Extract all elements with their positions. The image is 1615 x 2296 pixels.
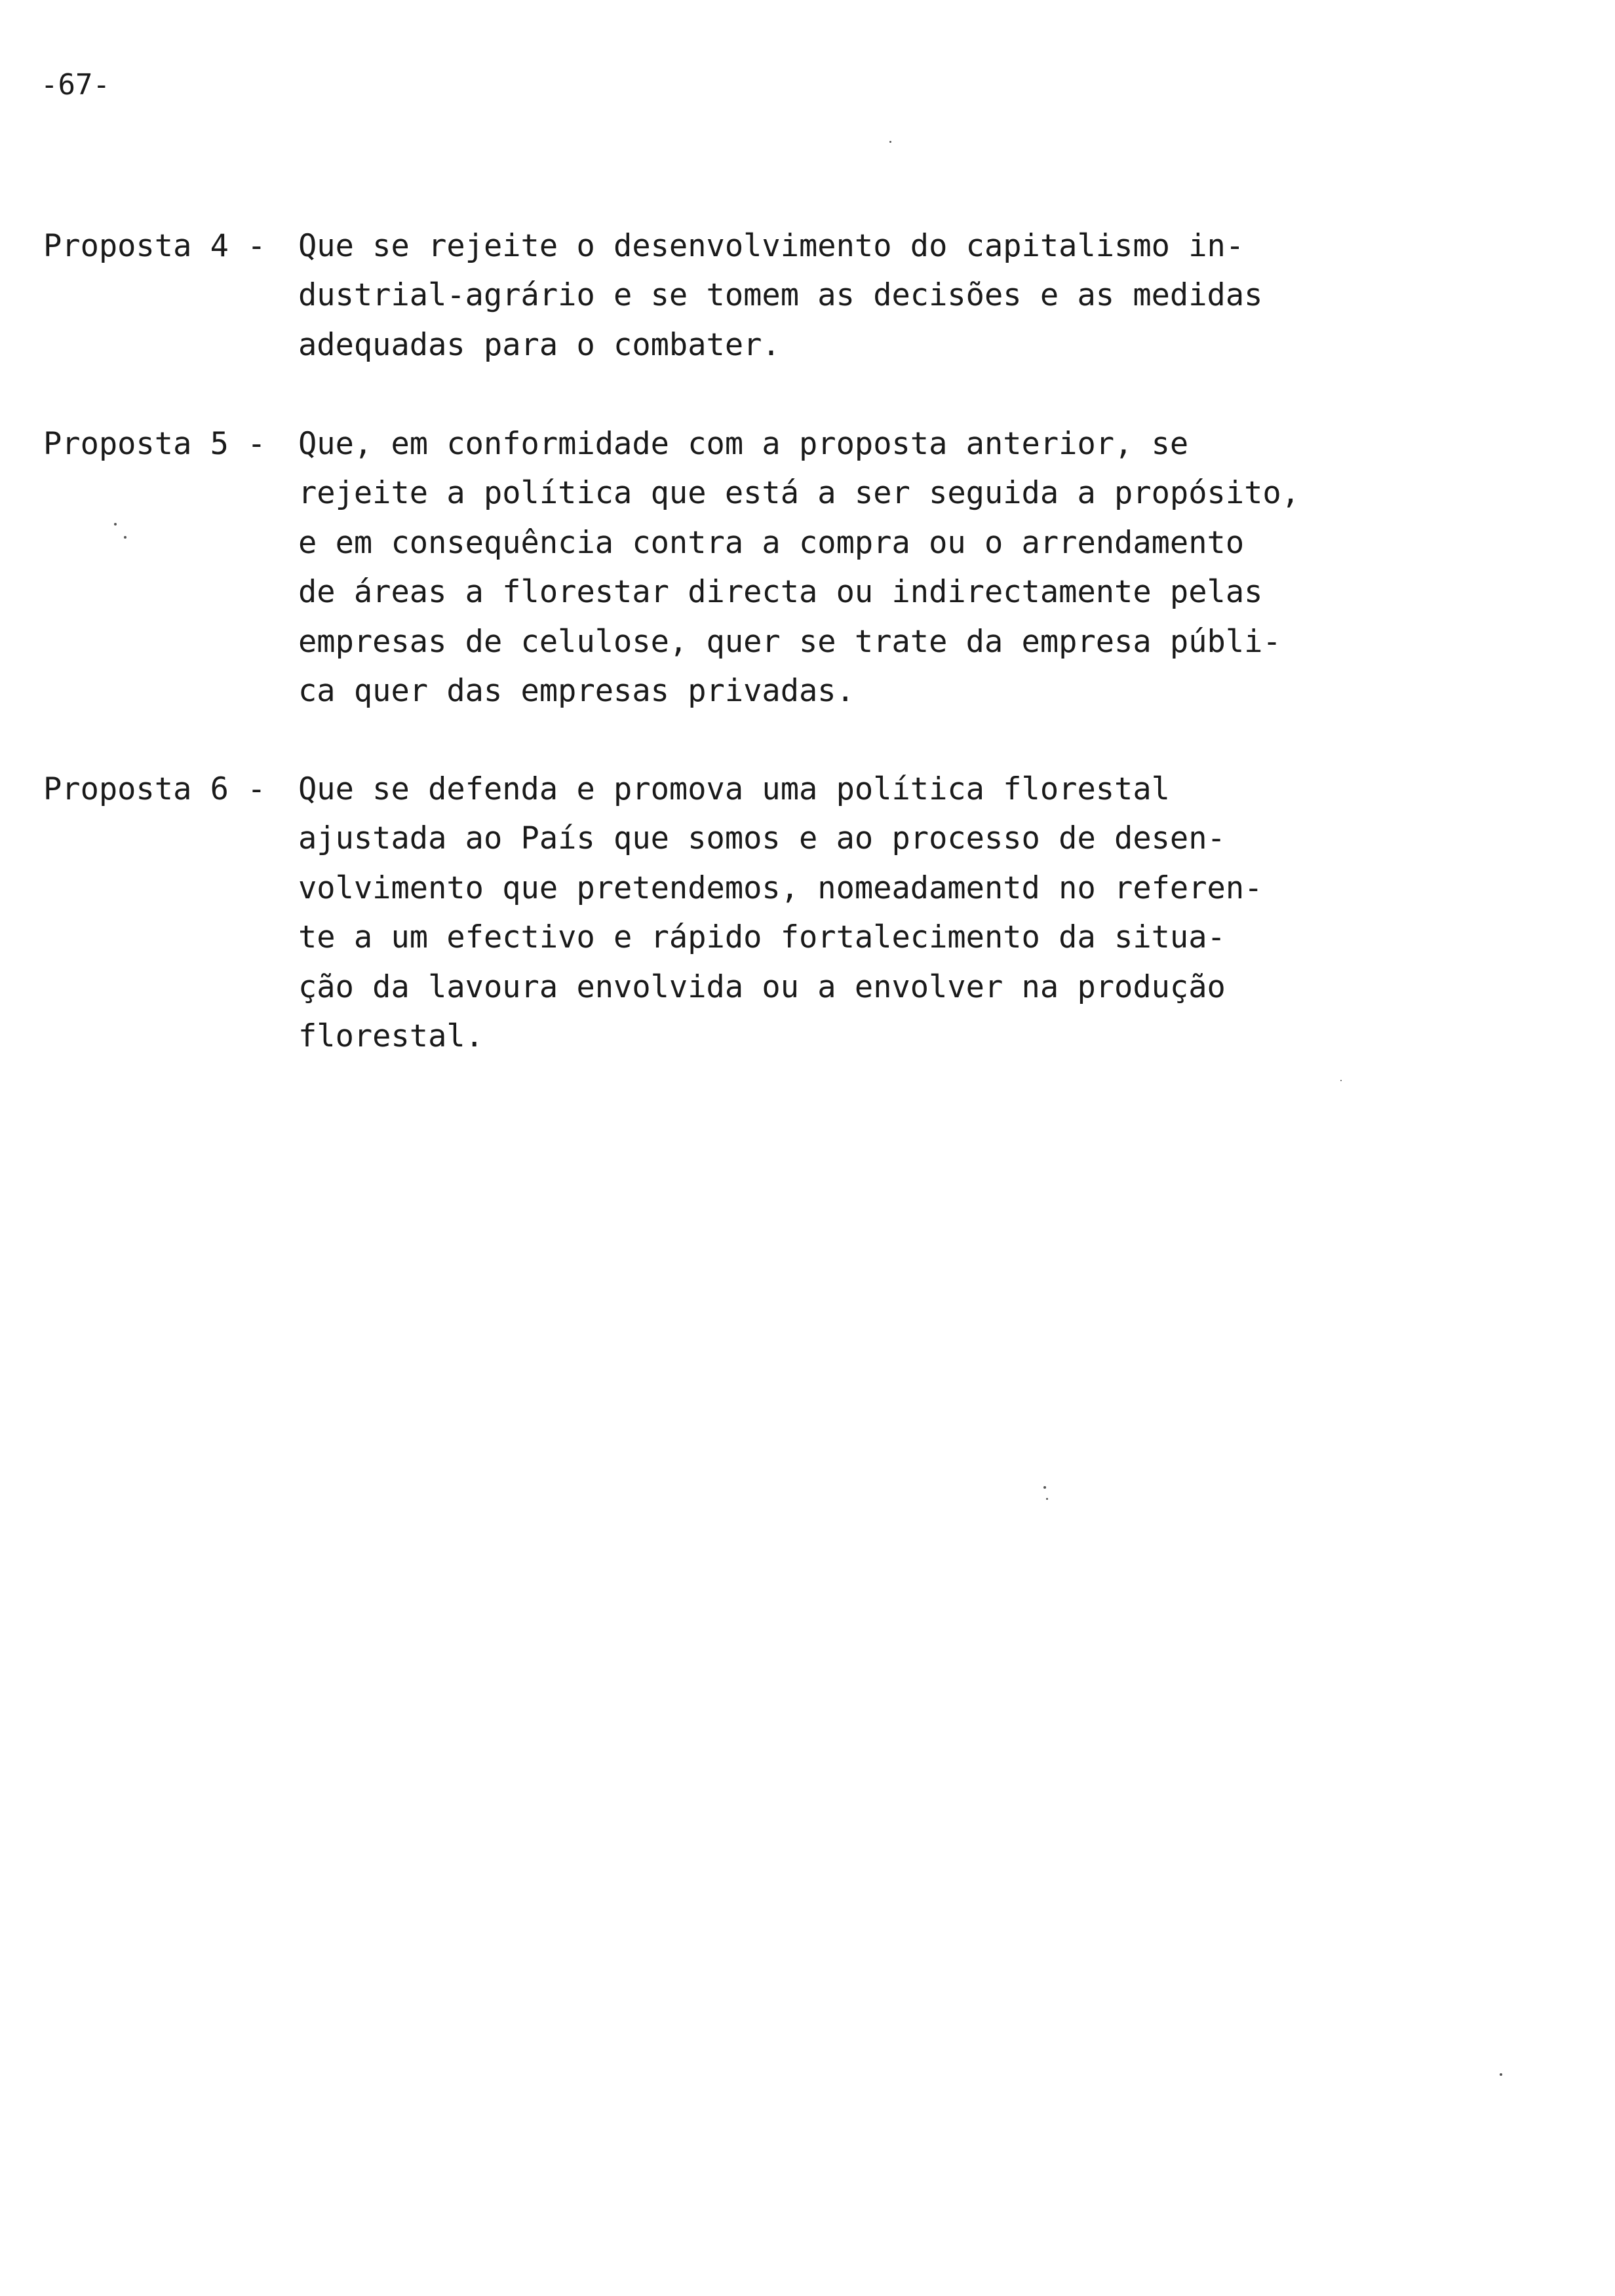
text-line: rejeite a política que está a ser seguida a propósito, xyxy=(298,475,1300,512)
proposal-label: Proposta 4 - xyxy=(43,228,266,264)
text-line: florestal. xyxy=(298,1018,484,1054)
scan-speck xyxy=(124,536,126,539)
proposal-6 xyxy=(43,765,1420,1066)
text-line: ca quer das empresas privadas. xyxy=(298,672,855,709)
proposal-text xyxy=(298,419,1300,716)
text-line: ajustada ao País que somos e ao processo de desen- xyxy=(298,820,1226,857)
text-line: Que se rejeite o desenvolvimento do capitalismo in- xyxy=(298,228,1245,264)
scan-speck xyxy=(1340,1080,1342,1081)
scan-speck xyxy=(889,141,891,143)
text-line: de áreas a florestar directa ou indirectamente pelas xyxy=(298,574,1263,611)
proposal-text xyxy=(298,765,1262,1061)
text-line: adequadas para o combater. xyxy=(298,326,781,363)
text-line: Que se defenda e promova uma política florestal xyxy=(298,771,1170,807)
text-line: e em consequência contra a compra ou o arrendamento xyxy=(298,524,1245,561)
text-line: Que, em conformidade com a proposta anterior, se xyxy=(298,426,1189,462)
proposal-4 xyxy=(43,221,1420,372)
scan-speck xyxy=(114,523,117,526)
text-line: te a um efectivo e rápido fortalecimento da situa- xyxy=(298,919,1226,956)
proposal-text xyxy=(298,221,1262,370)
proposal-label: Proposta 5 - xyxy=(43,426,266,462)
text-line: empresas de celulose, quer se trate da empresa públi- xyxy=(298,623,1281,660)
scan-speck xyxy=(1046,1498,1048,1500)
scan-speck xyxy=(1043,1486,1046,1489)
text-line: volvimento que pretendemos, nomeadamentd no referen- xyxy=(298,870,1263,906)
page-number: -67- xyxy=(41,68,110,102)
text-line: ção da lavoura envolvida ou a envolver na produção xyxy=(298,968,1226,1005)
proposal-5 xyxy=(43,419,1420,721)
scan-speck xyxy=(1500,2073,1502,2076)
proposal-label: Proposta 6 - xyxy=(43,771,266,807)
text-line: dustrial-agrário e se tomem as decisões e as medidas xyxy=(298,277,1263,314)
